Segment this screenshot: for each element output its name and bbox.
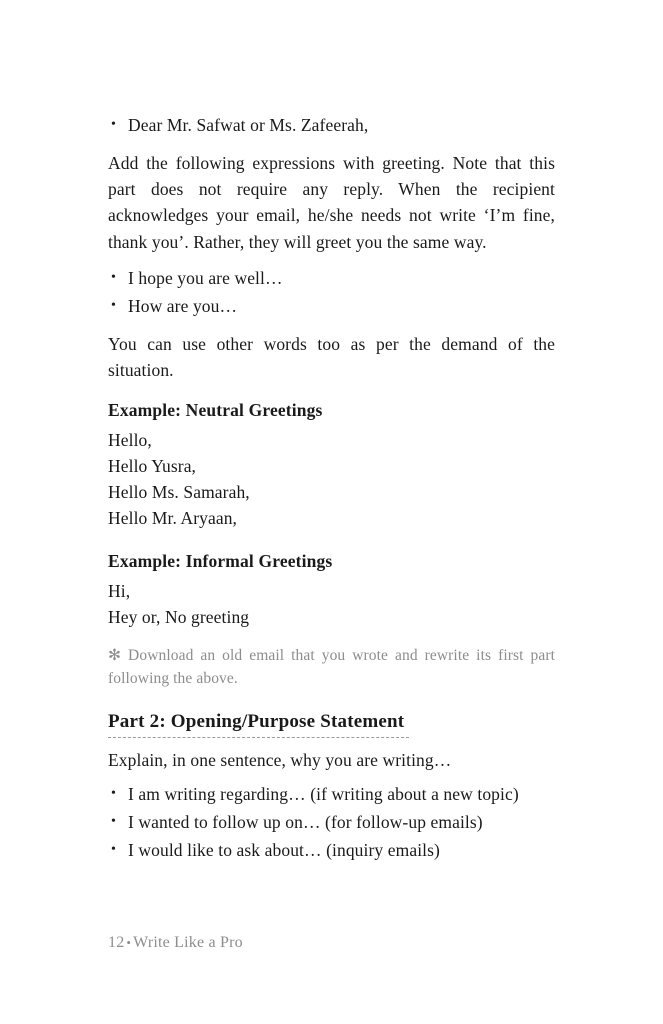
informal-greeting-line: Hey or, No greeting [108,607,250,628]
spacer [108,383,555,398]
footer-separator-icon: • [126,935,132,950]
spacer [108,773,555,781]
list-item-label: I would like to ask about… (inquiry emails) [128,840,440,861]
spacer [108,321,555,331]
list-item [108,293,555,319]
footer-page-number: 12 [108,934,125,951]
part-two-heading: Part 2: Opening/Purpose Statement [108,711,405,733]
informal-greetings-heading: Example: Informal Greetings [108,551,333,572]
spacer [108,738,555,747]
page-footer [108,932,243,954]
bullet-dot-icon: • [111,786,117,802]
neutral-greeting-line: Hello Ms. Samarah, [108,482,250,503]
bullet-dot-icon: • [111,269,117,285]
list-item-label: How are you… [128,295,238,316]
list-item [108,265,555,291]
list-item [108,809,555,835]
part-two-intro: Explain, in one sentence, why you are writing… [108,750,452,771]
bullet-dot-icon: • [111,814,117,830]
intro-paragraph: Add the following expressions with greeting. Note that this part does not require any reply. When the recipient acknowledges your email, he/she needs not write ‘I’m fine, thank you’. Rather, they will greet you the same way. [108,153,555,252]
list-item [108,781,555,807]
list-item [108,112,555,138]
list-item-label: I wanted to follow up on… (for follow-up emails) [128,812,483,833]
spacer [108,255,555,265]
salutation-bullet-list [108,112,555,138]
page-content [108,112,555,865]
list-item-label: Dear Mr. Safwat or Ms. Zafeerah, [128,115,369,135]
part-two-heading-group [108,710,555,738]
footer-book-title: Write Like a Pro [133,934,243,951]
list-item [108,837,555,863]
spacer [108,630,555,645]
informal-greeting-line: Hi, [108,581,131,602]
spacer [108,531,555,549]
list-item-label: I hope you are well… [128,267,283,288]
part-two-bullet-list [108,781,555,863]
spacer [108,690,555,710]
neutral-greeting-line: Hello Mr. Aryaan, [108,508,238,529]
bullet-dot-icon: • [111,297,117,313]
bullet-dot-icon: • [111,842,117,858]
neutral-greeting-line: Hello, [108,430,152,451]
neutral-greetings-heading: Example: Neutral Greetings [108,400,323,421]
list-item-label: I am writing regarding… (if writing about a new topic) [128,784,519,805]
greeting-bullet-list [108,265,555,319]
bullet-dot-icon: • [111,117,117,132]
spacer [108,140,555,150]
task-note: ✻ Download an old email that you wrote and rewrite its first part following the above. [108,647,555,687]
other-words-paragraph: You can use other words too as per the demand of the situation. [108,333,555,381]
neutral-greeting-line: Hello Yusra, [108,456,197,477]
